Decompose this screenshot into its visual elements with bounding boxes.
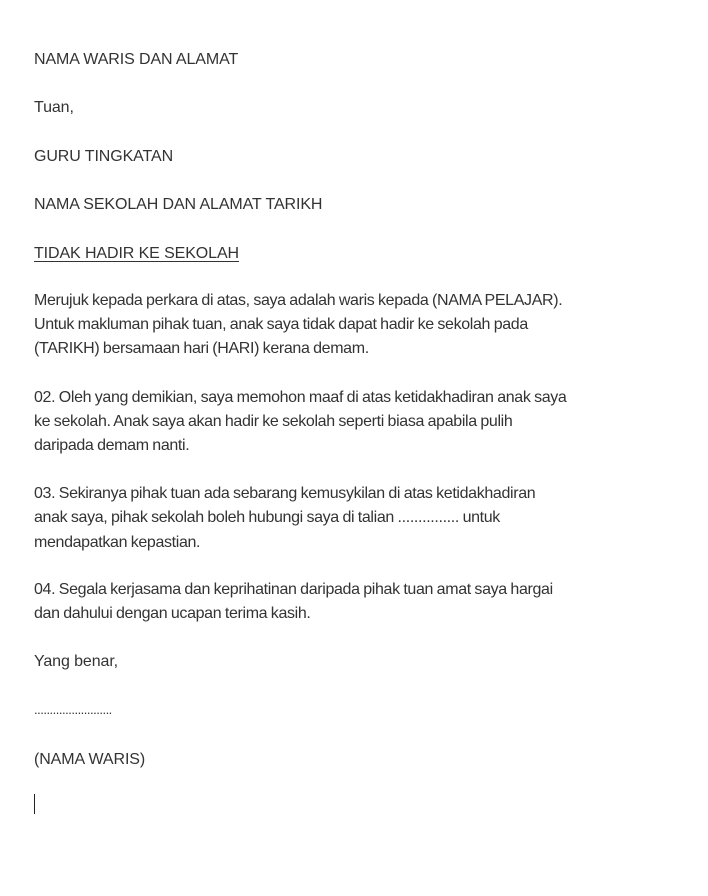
paragraph-line: 02. Oleh yang demikian, saya memohon maaf di atas ketidakhadiran anak saya (34, 389, 567, 406)
recipient-address: NAMA SEKOLAH DAN ALAMAT TARIKH (34, 196, 323, 213)
paragraph-line: 04. Segala kerjasama dan keprihatinan daripada pihak tuan amat saya hargai (34, 581, 553, 598)
paragraph-line: dan dahului dengan ucapan terima kasih. (34, 605, 311, 622)
recipient-title: GURU TINGKATAN (34, 148, 174, 165)
text-cursor (34, 794, 35, 814)
sender-block: NAMA WARIS DAN ALAMAT (34, 51, 239, 68)
signature-line: ......................... (34, 702, 112, 717)
paragraph-line: ke sekolah. Anak saya akan hadir ke sekolah seperti biasa apabila pulih (34, 413, 513, 430)
paragraph-line: Merujuk kepada perkara di atas, saya adalah waris kepada (NAMA PELAJAR). (34, 292, 563, 309)
paragraph-line: (TARIKH) bersamaan hari (HARI) kerana demam. (34, 340, 369, 357)
paragraph-line: 03. Sekiranya pihak tuan ada sebarang kemusykilan di atas ketidakhadiran (34, 485, 536, 502)
paragraph-line: Untuk makluman pihak tuan, anak saya tidak dapat hadir ke sekolah pada (34, 316, 528, 333)
signer-name: (NAMA WARIS) (34, 751, 146, 768)
paragraph-line: daripada demam nanti. (34, 437, 190, 454)
paragraph-line: anak saya, pihak sekolah boleh hubungi saya di talian ............... untuk (34, 509, 500, 526)
paragraph-line: mendapatkan kepastian. (34, 534, 201, 551)
subject-heading: TIDAK HADIR KE SEKOLAH (34, 245, 239, 262)
salutation-top: Tuan, (34, 99, 74, 116)
closing: Yang benar, (34, 653, 119, 670)
